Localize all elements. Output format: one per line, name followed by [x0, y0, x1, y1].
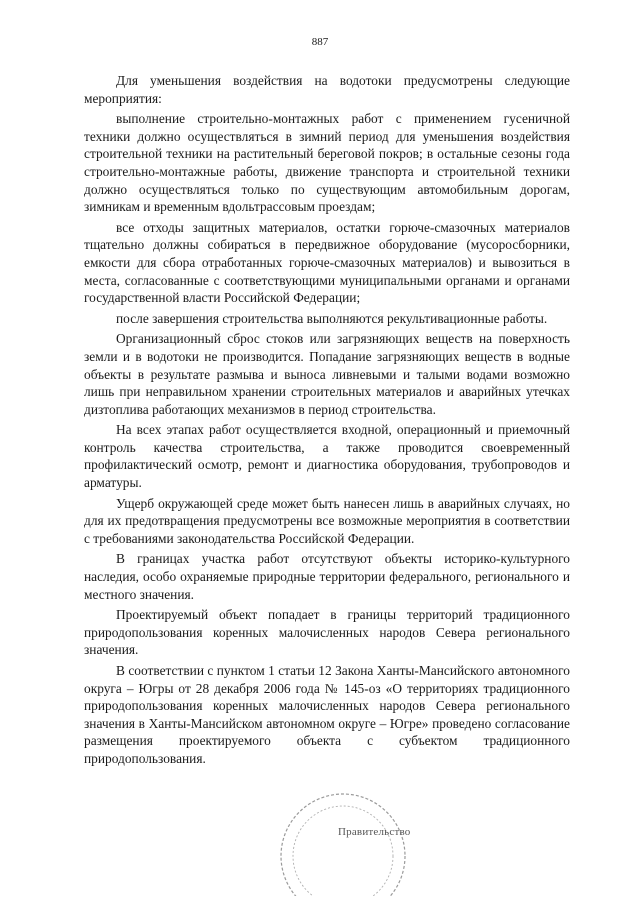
paragraph: Организационный сброс стоков или загрязняющих веществ на поверхность земли и в водотоки не производится. Попадание загрязняющих веществ в водные объекты в результате размыва и выноса ливневыми и талыми водами возможно лишь при неправильном хранении строительных материалов и аварийных утечках дизтоплива работающих механизмов в период строительства. — [84, 331, 570, 417]
paragraph: В соответствии с пунктом 1 статьи 12 Закона Ханты-Мансийского автономного округа – Югры от 28 декабря 2006 года № 145-оз «О территориях традиционного природопользования коренных малочисленных народов Севера регионального значения в Ханты-Мансийском автономном округе – Югре» проведено согласование размещения проектируемого объекта с субъектом традиционного природопользования. — [84, 663, 570, 766]
paragraph: после завершения строительства выполняются рекультивационные работы. — [116, 310, 548, 326]
paragraph: Проектируемый объект попадает в границы территорий традиционного природопользования коренных малочисленных народов Севера регионального значения. — [84, 607, 570, 658]
paragraph: выполнение строительно-монтажных работ с применением гусеничной техники должно осуществляться в зимний период для уменьшения воздействия строительной техники на растительный береговой покров; в остальные сезоны года строительно-монтажные работы, движение транспорта и строительной техники должно осуществляться только по существующим автомобильным дорогам, зимникам и временным вдольтрассовым проездам; — [84, 111, 570, 215]
paragraph: Ущерб окружающей среде может быть нанесен лишь в аварийных случаях, но для их предотвращения предусмотрены все возможные мероприятия в соответствии с требованиями законодательства Российской Федерации. — [84, 495, 570, 546]
paragraph: все отходы защитных материалов, остатки горюче-смазочных материалов тщательно должны собираться в передвижное оборудование (мусоросборники, емкости для сбора отработанных горюче-смазочных материалов) и вывозиться в места, согласованные с соответствующими муниципальными органами и органами государственной власти Российской Федерации; — [84, 219, 570, 306]
paragraph: В границах участка работ отсутствуют объекты историко-культурного наследия, особо охраняемые природные территории федерального, регионального и местного значения. — [84, 551, 570, 602]
page-number: 887 — [311, 36, 329, 48]
paragraph: На всех этапах работ осуществляется входной, операционный и приемочный контроль качества строительства, а также проводится своевременный профилактический осмотр, ремонт и диагностика оборудования, трубопроводов и арматуры. — [84, 422, 570, 491]
stamp-text: Правительство — [338, 826, 411, 838]
document-body — [84, 72, 570, 768]
official-stamp — [268, 786, 418, 896]
paragraph: Для уменьшения воздействия на водотоки предусмотрены следующие мероприятия: — [84, 73, 570, 106]
